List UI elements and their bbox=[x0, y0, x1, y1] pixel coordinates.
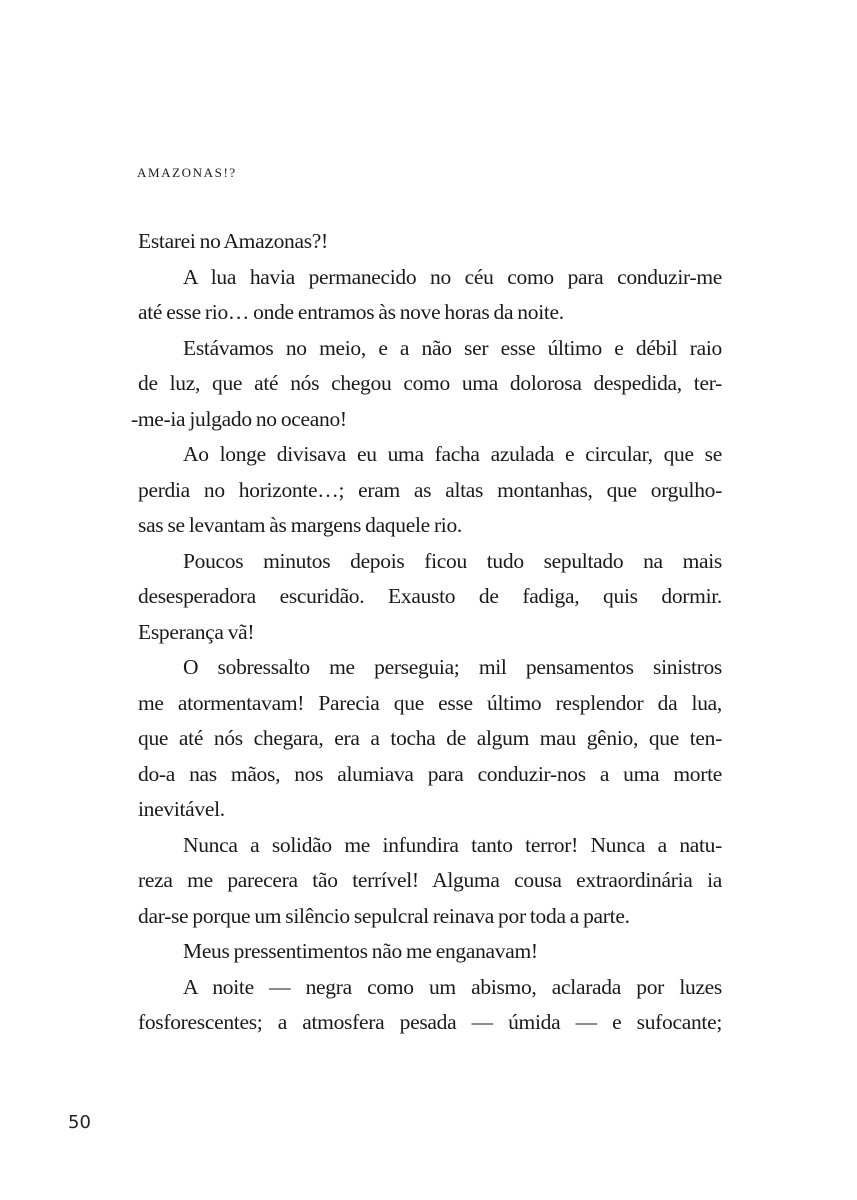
text-line: Estarei no Amazonas?! bbox=[138, 229, 328, 253]
text-line: desesperadora escuridão. Exausto de fadiga, quis dormir. bbox=[138, 584, 722, 608]
text-line: dar-se porque um silêncio sepulcral reinava por toda a parte. bbox=[138, 903, 630, 928]
body-text bbox=[131, 224, 722, 1041]
text-line: Esperança vã! bbox=[138, 619, 255, 644]
text-line: do-a nas mãos, nos alumiava para conduzir-nos a uma morte bbox=[138, 761, 722, 786]
text-line: até esse rio… onde entramos às nove horas da noite. bbox=[138, 300, 564, 324]
text-line: perdia no horizonte…; eram as altas montanhas, que orgulho- bbox=[138, 477, 722, 502]
text-line: A noite — negra como um abismo, aclarada por luzes bbox=[183, 974, 722, 999]
text-line: A lua havia permanecido no céu como para conduzir-me bbox=[183, 264, 722, 289]
chapter-title: amazonas!? bbox=[137, 161, 237, 182]
text-line: Nunca a solidão me infundira tanto terror! Nunca a natu- bbox=[183, 832, 722, 857]
text-line: Poucos minutos depois ficou tudo sepultado na mais bbox=[183, 548, 722, 573]
text-line: me atormentavam! Parecia que esse último resplendor da lua, bbox=[138, 690, 722, 715]
text-line: inevitável. bbox=[138, 797, 225, 821]
text-line: fosforescentes; a atmosfera pesada — úmida — e sufocante; bbox=[138, 1010, 722, 1034]
text-line: que até nós chegara, era a tocha de algum mau gênio, que ten- bbox=[138, 726, 722, 750]
text-line: Ao longe divisava eu uma facha azulada e circular, que se bbox=[183, 442, 722, 466]
text-line: de luz, que até nós chegou como uma dolorosa despedida, ter- bbox=[138, 371, 722, 395]
text-line: -me-ia julgado no oceano! bbox=[131, 406, 347, 431]
text-line: Estávamos no meio, e a não ser esse último e débil raio bbox=[183, 335, 722, 360]
page-number: 50 bbox=[68, 1112, 91, 1133]
text-line: reza me parecera tão terrível! Alguma cousa extraordinária ia bbox=[138, 868, 722, 892]
text-line: O sobressalto me perseguia; mil pensamentos sinistros bbox=[183, 655, 722, 679]
text-line: Meus pressentimentos não me enganavam! bbox=[183, 939, 538, 963]
text-line: sas se levantam às margens daquele rio. bbox=[138, 513, 463, 537]
